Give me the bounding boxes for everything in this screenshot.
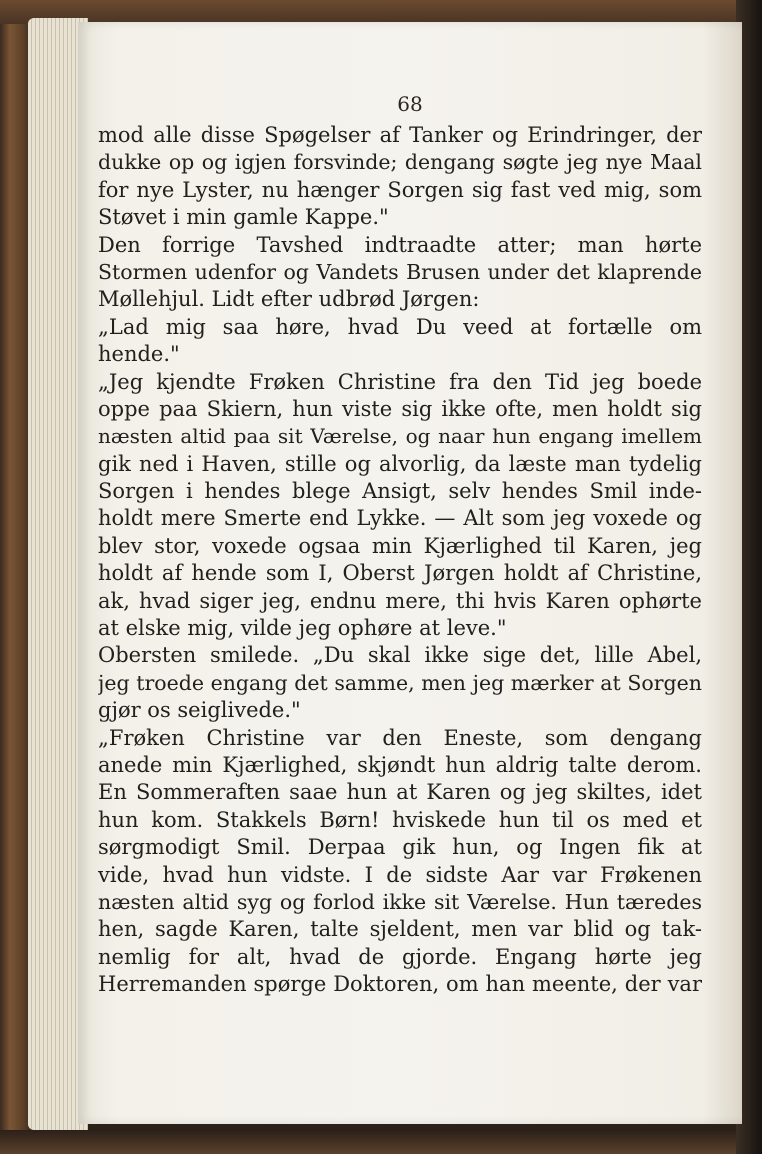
book-cover-top-edge bbox=[0, 0, 762, 24]
text-line: gjør os seiglivede." bbox=[98, 698, 301, 723]
text-line: Den forrige Tavshed indtraadte atter; man hørte bbox=[98, 232, 702, 257]
text-line: En Sommeraften saae hun at Karen og jeg skiltes, idet bbox=[98, 780, 702, 805]
text-line: anede min Kjærlighed, skjøndt hun aldrig talte derom. bbox=[98, 752, 702, 777]
text-line: blev stor, voxede ogsaa min Kjærlighed til Karen, jeg bbox=[98, 533, 702, 558]
text-line: vide, hvad hun vidste. I de sidste Aar var Frøkenen bbox=[98, 862, 702, 887]
text-line: næsten altid paa sit Værelse, og naar hun engang imellem bbox=[98, 424, 702, 449]
text-line: dukke op og igjen forsvinde; dengang søgte jeg nye Maal bbox=[98, 150, 702, 175]
text-line: „Jeg kjendte Frøken Christine fra den Tid jeg boede bbox=[98, 369, 702, 394]
text-line: Støvet i min gamle Kappe." bbox=[98, 205, 389, 230]
text-line: Møllehjul. Lidt efter udbrød Jørgen: bbox=[98, 287, 480, 312]
text-line: Sorgen i hendes blege Ansigt, selv hendes Smil inde- bbox=[98, 479, 702, 504]
text-line: „Frøken Christine var den Eneste, som dengang bbox=[98, 725, 702, 750]
text-line: hen, sagde Karen, talte sjeldent, men var blid og tak- bbox=[98, 917, 702, 942]
text-line: Herremanden spørge Doktoren, om han meente, der var bbox=[98, 972, 702, 997]
text-line: for nye Lyster, nu hænger Sorgen sig fast ved mig, som bbox=[98, 177, 702, 202]
text-line: holdt mere Smerte end Lykke. — Alt som jeg voxede og bbox=[98, 506, 702, 531]
text-line: gik ned i Haven, stille og alvorlig, da læste man tydelig bbox=[98, 451, 702, 476]
text-line: nemlig for alt, hvad de gjorde. Engang hørte jeg bbox=[98, 944, 702, 969]
text-line: sørgmodigt Smil. Derpaa gik hun, og Ingen fik at bbox=[98, 835, 702, 860]
text-line: oppe paa Skiern, hun viste sig ikke ofte, men holdt sig bbox=[98, 396, 702, 421]
text-line: at elske mig, vilde jeg ophøre at leve." bbox=[98, 616, 507, 641]
text-line: jeg troede engang det samme, men jeg mærker at Sorgen bbox=[98, 670, 702, 695]
page-number: 68 bbox=[397, 92, 423, 116]
text-line: hun kom. Stakkels Børn! hviskede hun til os med et bbox=[98, 807, 702, 832]
text-line: mod alle disse Spøgelser af Tanker og Erindringer, der bbox=[98, 123, 702, 147]
text-line: holdt af hende som I, Oberst Jørgen holdt af Christine, bbox=[98, 561, 702, 586]
text-line: Obersten smilede. „Du skal ikke sige det, lille Abel, bbox=[98, 643, 702, 668]
text-line: hende." bbox=[98, 342, 180, 367]
book-cover-bottom-edge bbox=[0, 1130, 762, 1154]
text-line: ak, hvad siger jeg, endnu mere, thi hvis Karen ophørte bbox=[98, 588, 702, 613]
text-line: Stormen udenfor og Vandets Brusen under det klaprende bbox=[98, 259, 702, 284]
text-line: „Lad mig saa høre, hvad Du veed at fortælle om bbox=[98, 314, 702, 339]
text-line: næsten altid syg og forlod ikke sit Værelse. Hun tæredes bbox=[98, 889, 702, 914]
page-text bbox=[98, 122, 702, 999]
